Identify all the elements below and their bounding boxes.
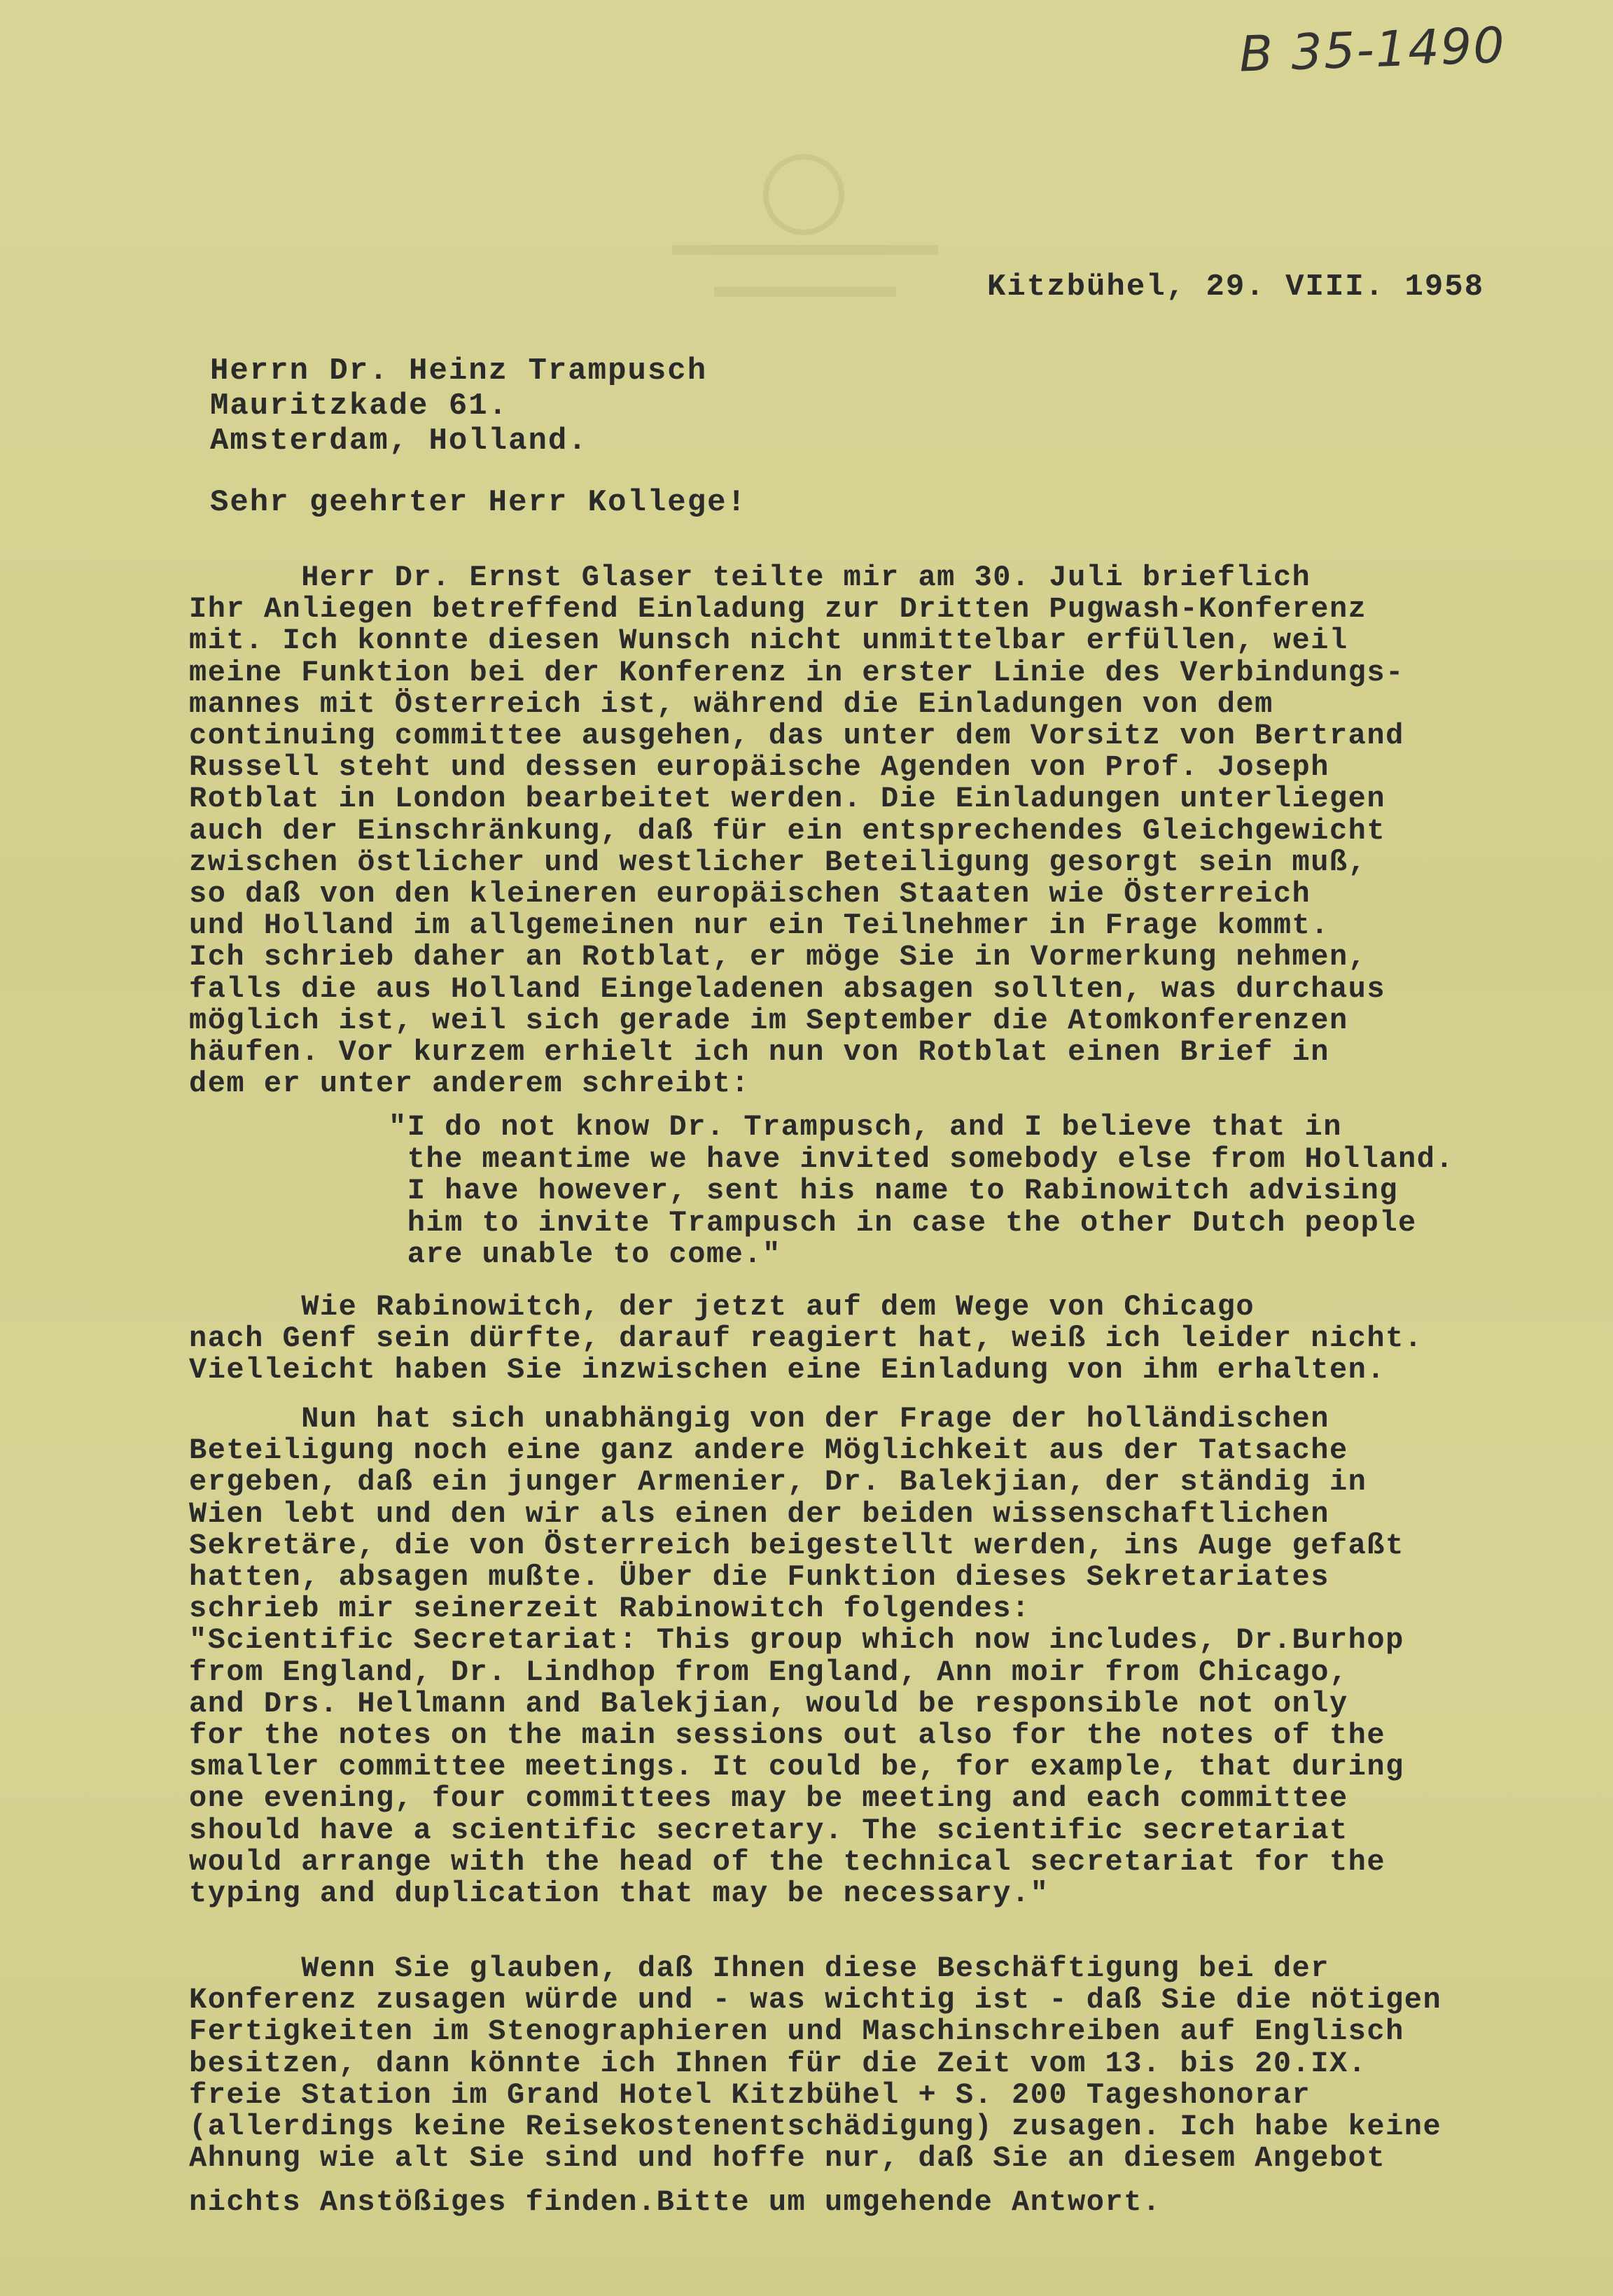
text-line: nach Genf sein dürfte, darauf reagiert hat, weiß ich leider nicht. (189, 1322, 1423, 1356)
text-line: falls die aus Holland Eingeladenen absagen sollten, was durchaus (189, 972, 1386, 1006)
text-line: meine Funktion bei der Konferenz in erster Linie des Verbindungs- (189, 655, 1404, 690)
paragraph-2 (189, 1292, 1423, 1387)
text-line: typing and duplication that may be necessary." (189, 1877, 1049, 1911)
faded-letterhead (630, 140, 980, 350)
text-line: Ich schrieb daher an Rotblat, er möge Sie in Vormerkung nehmen, (189, 940, 1367, 974)
text-line: schrieb mir seinerzeit Rabinowitch folgendes: (189, 1592, 1031, 1626)
paragraph-1 (189, 562, 1404, 1100)
text-line: continuing committee ausgehen, das unter dem Vorsitz von Bertrand (189, 719, 1404, 753)
text-line: nichts Anstößiges finden.Bitte um umgehende Antwort. (189, 2185, 1161, 2220)
text-line: one evening, four committees may be meeting and each committee (189, 1782, 1348, 1816)
text-line: Nun hat sich unabhängig von der Frage der holländischen (189, 1402, 1329, 1436)
text-line: auch der Einschränkung, daß für ein entsprechendes Gleichgewicht (189, 813, 1386, 848)
text-line: Vielleicht haben Sie inzwischen eine Einladung von ihm erhalten. (189, 1353, 1386, 1387)
address-line: Mauritzkade 61. (210, 388, 509, 424)
text-line: möglich ist, weil sich gerade im September die Atomkonferenzen (189, 1003, 1348, 1037)
text-line: should have a scientific secretary. The scientific secretariat (189, 1813, 1348, 1847)
text-line: und Holland im allgemeinen nur ein Teilnehmer in Frage kommt. (189, 909, 1329, 943)
salutation: Sehr geehrter Herr Kollege! (210, 485, 747, 520)
letter-date: Kitzbühel, 29. VIII. 1958 (987, 270, 1485, 304)
text-line: I have however, sent his name to Rabinowitch advising (389, 1174, 1399, 1208)
text-line: Rotblat in London bearbeitet werden. Die Einladungen unterliegen (189, 782, 1386, 816)
text-line: hatten, absagen mußte. Über die Funktion dieses Sekretariates (189, 1560, 1329, 1595)
text-line: dem er unter anderem schreibt: (189, 1067, 750, 1101)
text-line: Ahnung wie alt Sie sind und hoffe nur, daß Sie an diesem Angebot (189, 2141, 1386, 2176)
text-line: mit. Ich konnte diesen Wunsch nicht unmittelbar erfüllen, weil (189, 624, 1348, 658)
text-line: besitzen, dann könnte ich Ihnen für die Zeit vom 13. bis 20.IX. (189, 2046, 1367, 2080)
text-line: and Drs. Hellmann and Balekjian, would be responsible not only (189, 1686, 1348, 1721)
text-line: (allerdings keine Reisekostenentschädigung) zusagen. Ich habe keine (189, 2110, 1442, 2144)
text-line: Konferenz zusagen würde und - was wichtig ist - daß Sie die nötigen (189, 1983, 1442, 2017)
text-line: so daß von den kleineren europäischen Staaten wie Österreich (189, 877, 1311, 911)
text-line: Russell steht und dessen europäische Agenden von Prof. Joseph (189, 750, 1329, 785)
text-line: "Scientific Secretariat: This group which now includes, Dr.Burhop (189, 1623, 1404, 1658)
address-line: Herrn Dr. Heinz Trampusch (210, 354, 708, 388)
recipient-address (210, 354, 707, 458)
archive-number: B 35-1490 (1238, 16, 1507, 83)
text-line: zwischen östlicher und westlicher Beteiligung gesorgt sein muß, (189, 845, 1367, 879)
text-line: from England, Dr. Lindhop from England, Ann moir from Chicago, (189, 1655, 1348, 1689)
text-line: ergeben, daß ein junger Armenier, Dr. Balekjian, der ständig in (189, 1465, 1367, 1499)
text-line: would arrange with the head of the technical secretariat for the (189, 1844, 1386, 1879)
text-line: him to invite Trampusch in case the other Dutch people (389, 1205, 1417, 1240)
text-line: häufen. Vor kurzem erhielt ich nun von Rotblat einen Brief in (189, 1035, 1329, 1070)
text-line: Wien lebt und den wir als einen der beiden wissenschaftlichen (189, 1497, 1329, 1531)
rotblat-quote (389, 1112, 1454, 1271)
text-line: Ihr Anliegen betreffend Einladung zur Dritten Pugwash-Konferenz (189, 592, 1367, 626)
paragraph-4 (189, 1953, 1441, 2219)
text-line: the meantime we have invited somebody else from Holland. (389, 1142, 1455, 1176)
text-line: Wie Rabinowitch, der jetzt auf dem Wege von Chicago (189, 1290, 1255, 1324)
text-line: "I do not know Dr. Trampusch, and I believe that in (389, 1110, 1342, 1144)
text-line: for the notes on the main sessions out also for the notes of the (189, 1718, 1386, 1753)
letterhead-emblem-icon (763, 154, 844, 235)
text-line: smaller committee meetings. It could be, for example, that during (189, 1750, 1404, 1784)
text-line: are unable to come." (389, 1238, 781, 1271)
text-line: Herr Dr. Ernst Glaser teilte mir am 30. Juli brieflich (189, 561, 1311, 594)
paragraph-3 (189, 1404, 1404, 1910)
text-line: Sekretäre, die von Österreich beigestellt werden, ins Auge gefaßt (189, 1528, 1404, 1562)
text-line: Fertigkeiten im Stenographieren und Maschinschreiben auf Englisch (189, 2015, 1404, 2049)
address-line: Amsterdam, Holland. (210, 424, 588, 458)
text-line: freie Station im Grand Hotel Kitzbühel + S. 200 Tageshonorar (189, 2078, 1311, 2112)
text-line: Beteiligung noch eine ganz andere Möglichkeit aus der Tatsache (189, 1434, 1348, 1468)
text-line: Wenn Sie glauben, daß Ihnen diese Beschäftigung bei der (189, 1952, 1329, 1985)
text-line: mannes mit Österreich ist, während die Einladungen von dem (189, 687, 1273, 721)
